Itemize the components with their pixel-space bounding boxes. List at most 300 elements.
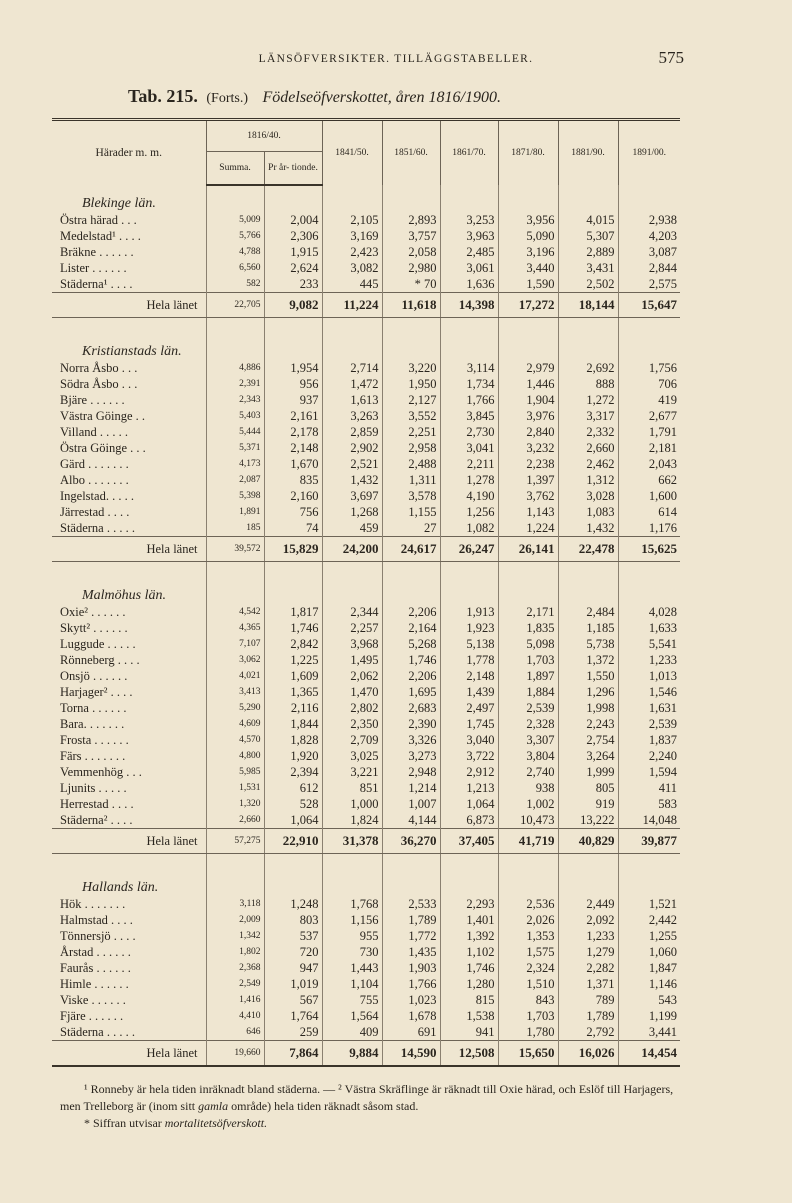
table-cell: 2,350 [322,716,382,732]
district-name: Östra härad . . . [60,213,137,227]
county-cell [618,578,680,604]
table-cell: 1,280 [440,976,498,992]
header-pr-artionde: Pr år- tionde. [264,152,322,186]
table-row [52,748,680,764]
table-title [128,86,501,107]
table-cell: 2,009 [206,912,264,928]
table-cell: 2,802 [322,700,382,716]
county-name: Hallands län. [82,880,159,895]
spacer-cell [498,318,558,335]
table-cell: 706 [618,376,680,392]
table-cell: 1,835 [498,620,558,636]
table-cell: 803 [264,912,322,928]
county-name: Blekinge län. [82,196,156,211]
spacer-cell [558,854,618,871]
table-cell: 4,788 [206,244,264,260]
county-cell [206,870,264,896]
total-cell: 15,647 [618,293,680,318]
page-header [0,48,792,70]
table-cell: 662 [618,472,680,488]
county-cell [558,334,618,360]
table-cell: 1,255 [618,928,680,944]
table-cell: 2,660 [558,440,618,456]
table-cell: 2,206 [382,668,440,684]
total-cell: 11,224 [322,293,382,318]
table-cell: 1,609 [264,668,322,684]
table-cell: 582 [206,276,264,293]
table-cell: 2,092 [558,912,618,928]
district-name: Gärd . . . . . . . [60,457,129,471]
county-cell [264,870,322,896]
table-cell: 5,307 [558,228,618,244]
table-cell: 1,844 [264,716,322,732]
table-row [52,408,680,424]
county-cell [322,334,382,360]
table-cell: 1,365 [264,684,322,700]
spacer-row [52,318,680,335]
table-cell: 815 [440,992,498,1008]
district-name: Oxie² . . . . . . [60,605,126,619]
table-cell: 5,138 [440,636,498,652]
table-cell: 2,485 [440,244,498,260]
total-cell: 39,572 [206,537,264,562]
table-cell: 1,233 [618,652,680,668]
table-row [52,604,680,620]
table-cell: 756 [264,504,322,520]
spacer-cell [322,854,382,871]
total-cell: 15,650 [498,1041,558,1067]
table-cell: 1,435 [382,944,440,960]
table-cell: 1,897 [498,668,558,684]
table-cell: 3,263 [322,408,382,424]
table-cell: 1,002 [498,796,558,812]
total-cell: 31,378 [322,829,382,854]
table-cell: 2,306 [264,228,322,244]
district-name: Viske . . . . . . [60,993,126,1007]
table-cell: 1,510 [498,976,558,992]
table-cell: 1,756 [618,360,680,376]
table-cell: 1,156 [322,912,382,928]
footnotes [60,1081,680,1132]
table-cell: 614 [618,504,680,520]
spacer-row [52,854,680,871]
table-cell: 1,746 [264,620,322,636]
table-cell: 937 [264,392,322,408]
table-cell: 5,098 [498,636,558,652]
table-cell: 1,256 [440,504,498,520]
total-cell: 16,026 [558,1041,618,1067]
county-cell [618,334,680,360]
table-cell: 1,278 [440,472,498,488]
table-cell: 730 [322,944,382,960]
district-name: Städerna . . . . . [60,521,135,535]
table-cell: 1,745 [440,716,498,732]
table-cell: 2,677 [618,408,680,424]
total-cell: 11,618 [382,293,440,318]
table-cell: 2,844 [618,260,680,276]
table-cell: 3,697 [322,488,382,504]
table-cell: 2,660 [206,812,264,829]
table-row [52,360,680,376]
table-cell: 2,282 [558,960,618,976]
table-cell: 5,398 [206,488,264,504]
table-cell: 1,950 [382,376,440,392]
table-cell: 1,470 [322,684,382,700]
table-cell: 4,609 [206,716,264,732]
district-name: Medelstad¹ . . . . [60,229,141,243]
table-cell: 4,542 [206,604,264,620]
spacer-cell [206,854,264,871]
spacer-cell [264,562,322,579]
table-row [52,796,680,812]
table-cell: 3,082 [322,260,382,276]
table-cell: 2,127 [382,392,440,408]
table-cell: 3,221 [322,764,382,780]
table-cell: 1,594 [618,764,680,780]
table-cell: 2,240 [618,748,680,764]
total-cell: 37,405 [440,829,498,854]
spacer-cell [382,318,440,335]
table-cell: 2,714 [322,360,382,376]
table-row [52,520,680,537]
table-cell: 720 [264,944,322,960]
table-row [52,488,680,504]
table-cell: 1,564 [322,1008,382,1024]
spacer-cell [264,318,322,335]
table-cell: 445 [322,276,382,293]
table-cell: 3,087 [618,244,680,260]
total-label: Hela länet [52,537,206,562]
table-cell: 1,631 [618,700,680,716]
table-row [52,472,680,488]
table-cell: 851 [322,780,382,796]
table-cell: 6,560 [206,260,264,276]
spacer-cell [440,854,498,871]
spacer-cell [322,562,382,579]
county-name: Malmöhus län. [82,588,166,603]
table-row [52,732,680,748]
spacer-cell [322,318,382,335]
table-cell: 3,061 [440,260,498,276]
table-row [52,780,680,796]
district-name: Halmstad . . . . [60,913,133,927]
table-cell: 2,251 [382,424,440,440]
table-cell: 1,847 [618,960,680,976]
table-cell: 3,757 [382,228,440,244]
table-cell: 2,889 [558,244,618,260]
table-cell: 3,431 [558,260,618,276]
table-cell: 4,800 [206,748,264,764]
table-cell: 2,842 [264,636,322,652]
table-cell: 567 [264,992,322,1008]
table-cell: 1,789 [382,912,440,928]
table-cell: 5,290 [206,700,264,716]
table-cell: 2,206 [382,604,440,620]
table-cell: 691 [382,1024,440,1041]
table-cell: 2,840 [498,424,558,440]
total-label: Hela länet [52,829,206,854]
table-cell: 2,058 [382,244,440,260]
table-cell: 1,891 [206,504,264,520]
table-cell: 2,859 [322,424,382,440]
table-cell: 2,449 [558,896,618,912]
table-row [52,456,680,472]
table-cell: 1,954 [264,360,322,376]
district-name: Bara. . . . . . . [60,717,125,731]
table-cell: 2,624 [264,260,322,276]
table-cell: 1,695 [382,684,440,700]
county-cell [498,185,558,212]
district-name: Hök . . . . . . . [60,897,126,911]
district-name: Fjäre . . . . . . [60,1009,124,1023]
table-cell: 1,248 [264,896,322,912]
table-cell: 2,462 [558,456,618,472]
table-row [52,636,680,652]
table-cell: 2,368 [206,960,264,976]
table-cell: 2,502 [558,276,618,293]
table-cell: 2,683 [382,700,440,716]
table-continued-label: (Forts.) [206,91,248,106]
total-cell: 41,719 [498,829,558,854]
table-cell: 2,043 [618,456,680,472]
table-cell: 5,985 [206,764,264,780]
table-cell: 5,541 [618,636,680,652]
table-cell: 3,264 [558,748,618,764]
table-row [52,976,680,992]
district-name: Tönnersjö . . . . [60,929,136,943]
header-name: Härader m. m. [95,147,162,159]
county-cell [206,334,264,360]
table-cell: 3,220 [382,360,440,376]
table-cell: 2,004 [264,212,322,228]
county-cell [206,185,264,212]
table-cell: 2,423 [322,244,382,260]
table-cell: 1,155 [382,504,440,520]
table-cell: 1,060 [618,944,680,960]
district-name: Luggude . . . . . [60,637,136,651]
table-cell: 2,328 [498,716,558,732]
table-cell: 419 [618,392,680,408]
table-cell: 2,902 [322,440,382,456]
table-cell: 1,613 [322,392,382,408]
table-cell: 2,792 [558,1024,618,1041]
district-name: Städerna¹ . . . . [60,277,133,291]
county-cell [558,578,618,604]
table-cell: 1,007 [382,796,440,812]
table-cell: 74 [264,520,322,537]
table-cell: 2,692 [558,360,618,376]
table-cell: 583 [618,796,680,812]
table-cell: 956 [264,376,322,392]
table-cell: 1,225 [264,652,322,668]
spacer-cell [206,318,264,335]
header-1881-90: 1881/90. [558,120,618,186]
table-cell: 1,143 [498,504,558,520]
header-1816-40: 1816/40. [206,120,322,152]
table-row [52,620,680,636]
table-cell: 1,353 [498,928,558,944]
table-cell: 2,211 [440,456,498,472]
spacer-cell [264,854,322,871]
table-cell: 5,268 [382,636,440,652]
table-cell: 1,401 [440,912,498,928]
county-heading [52,334,680,360]
table-cell: 5,738 [558,636,618,652]
table-cell: 1,590 [498,276,558,293]
table-row [52,376,680,392]
county-cell [558,870,618,896]
district-name: Harjager² . . . . [60,685,133,699]
table-cell: 1,296 [558,684,618,700]
table-row [52,764,680,780]
table-cell: 1,670 [264,456,322,472]
header-1891-00: 1891/00. [618,120,680,186]
table-cell: 1,392 [440,928,498,944]
table-cell: 4,144 [382,812,440,829]
total-cell: 17,272 [498,293,558,318]
district-name: Västra Göinge . . [60,409,146,423]
table-cell: 1,802 [206,944,264,960]
county-cell [618,185,680,212]
county-cell [322,185,382,212]
table-cell: 1,521 [618,896,680,912]
table-cell: 1,268 [322,504,382,520]
header-1841-50: 1841/50. [322,120,382,186]
table-cell: 2,536 [498,896,558,912]
table-cell: 2,178 [264,424,322,440]
spacer-cell [498,562,558,579]
total-cell: 39,877 [618,829,680,854]
table-cell: 4,365 [206,620,264,636]
table-cell: 3,273 [382,748,440,764]
table-row [52,700,680,716]
table-cell: 2,549 [206,976,264,992]
table-cell: 612 [264,780,322,796]
table-cell: 2,148 [440,668,498,684]
table-cell: 4,021 [206,668,264,684]
table-cell: 2,497 [440,700,498,716]
spacer-row [52,562,680,579]
district-name: Bräkne . . . . . . [60,245,134,259]
table-cell: 3,062 [206,652,264,668]
table-cell: 1,546 [618,684,680,700]
county-cell [322,578,382,604]
table-cell: 1,439 [440,684,498,700]
table-cell: 1,104 [322,976,382,992]
table-cell: 1,064 [440,796,498,812]
table-cell: 3,968 [322,636,382,652]
table-cell: 1,320 [206,796,264,812]
table-cell: 1,636 [440,276,498,293]
total-cell: 15,829 [264,537,322,562]
table-cell: 3,028 [558,488,618,504]
table-cell: 2,488 [382,456,440,472]
total-cell: 19,660 [206,1041,264,1067]
district-name: Ljunits . . . . . [60,781,127,795]
table-cell: 1,920 [264,748,322,764]
table-cell: 1,019 [264,976,322,992]
district-name: Torna . . . . . . [60,701,127,715]
table-cell: 947 [264,960,322,976]
total-cell: 15,625 [618,537,680,562]
table-cell: 2,390 [382,716,440,732]
table-cell: 2,160 [264,488,322,504]
total-cell: 18,144 [558,293,618,318]
header-summa: Summa. [206,152,264,186]
table-cell: 3,040 [440,732,498,748]
total-cell: 22,478 [558,537,618,562]
table-cell: 2,293 [440,896,498,912]
spacer-cell [206,562,264,579]
table-cell: 3,326 [382,732,440,748]
total-cell: 22,910 [264,829,322,854]
spacer-cell [440,318,498,335]
table-cell: 409 [322,1024,382,1041]
table-cell: 2,391 [206,376,264,392]
table-cell: 1,233 [558,928,618,944]
table-cell: 2,062 [322,668,382,684]
spacer-cell [618,854,680,871]
county-cell [382,870,440,896]
district-name: Städerna² . . . . [60,813,133,827]
table-cell: 1,778 [440,652,498,668]
table-cell: 3,578 [382,488,440,504]
county-cell [558,185,618,212]
table-cell: 3,118 [206,896,264,912]
table-cell: 1,443 [322,960,382,976]
table-cell: 1,176 [618,520,680,537]
table-row [52,260,680,276]
table-cell: 1,550 [558,668,618,684]
table-cell: 2,980 [382,260,440,276]
table-cell: 1,817 [264,604,322,620]
county-cell [382,185,440,212]
table-cell: 2,161 [264,408,322,424]
county-total-row [52,537,680,562]
table-cell: 1,199 [618,1008,680,1024]
table-row [52,928,680,944]
table-cell: 1,531 [206,780,264,796]
table-cell: 4,028 [618,604,680,620]
total-cell: 7,864 [264,1041,322,1067]
table-cell: 3,722 [440,748,498,764]
table-cell: 2,958 [382,440,440,456]
table-cell: 528 [264,796,322,812]
table-cell: 3,956 [498,212,558,228]
district-name: Årstad . . . . . . [60,945,131,959]
table-row [52,440,680,456]
table-cell: 2,948 [382,764,440,780]
table-cell: 2,730 [440,424,498,440]
table-cell: 537 [264,928,322,944]
table-cell: 5,090 [498,228,558,244]
table-cell: 1,768 [322,896,382,912]
total-cell: 9,082 [264,293,322,318]
table-cell: 3,317 [558,408,618,424]
table-cell: 2,116 [264,700,322,716]
table-row [52,424,680,440]
table-cell: 1,824 [322,812,382,829]
table-cell: 2,754 [558,732,618,748]
table-cell: 1,372 [558,652,618,668]
table-cell: 2,164 [382,620,440,636]
table-cell: 646 [206,1024,264,1041]
table-row [52,1008,680,1024]
district-name: Villand . . . . . [60,425,128,439]
table-row [52,228,680,244]
table-cell: 3,253 [440,212,498,228]
spacer-cell [52,318,206,335]
